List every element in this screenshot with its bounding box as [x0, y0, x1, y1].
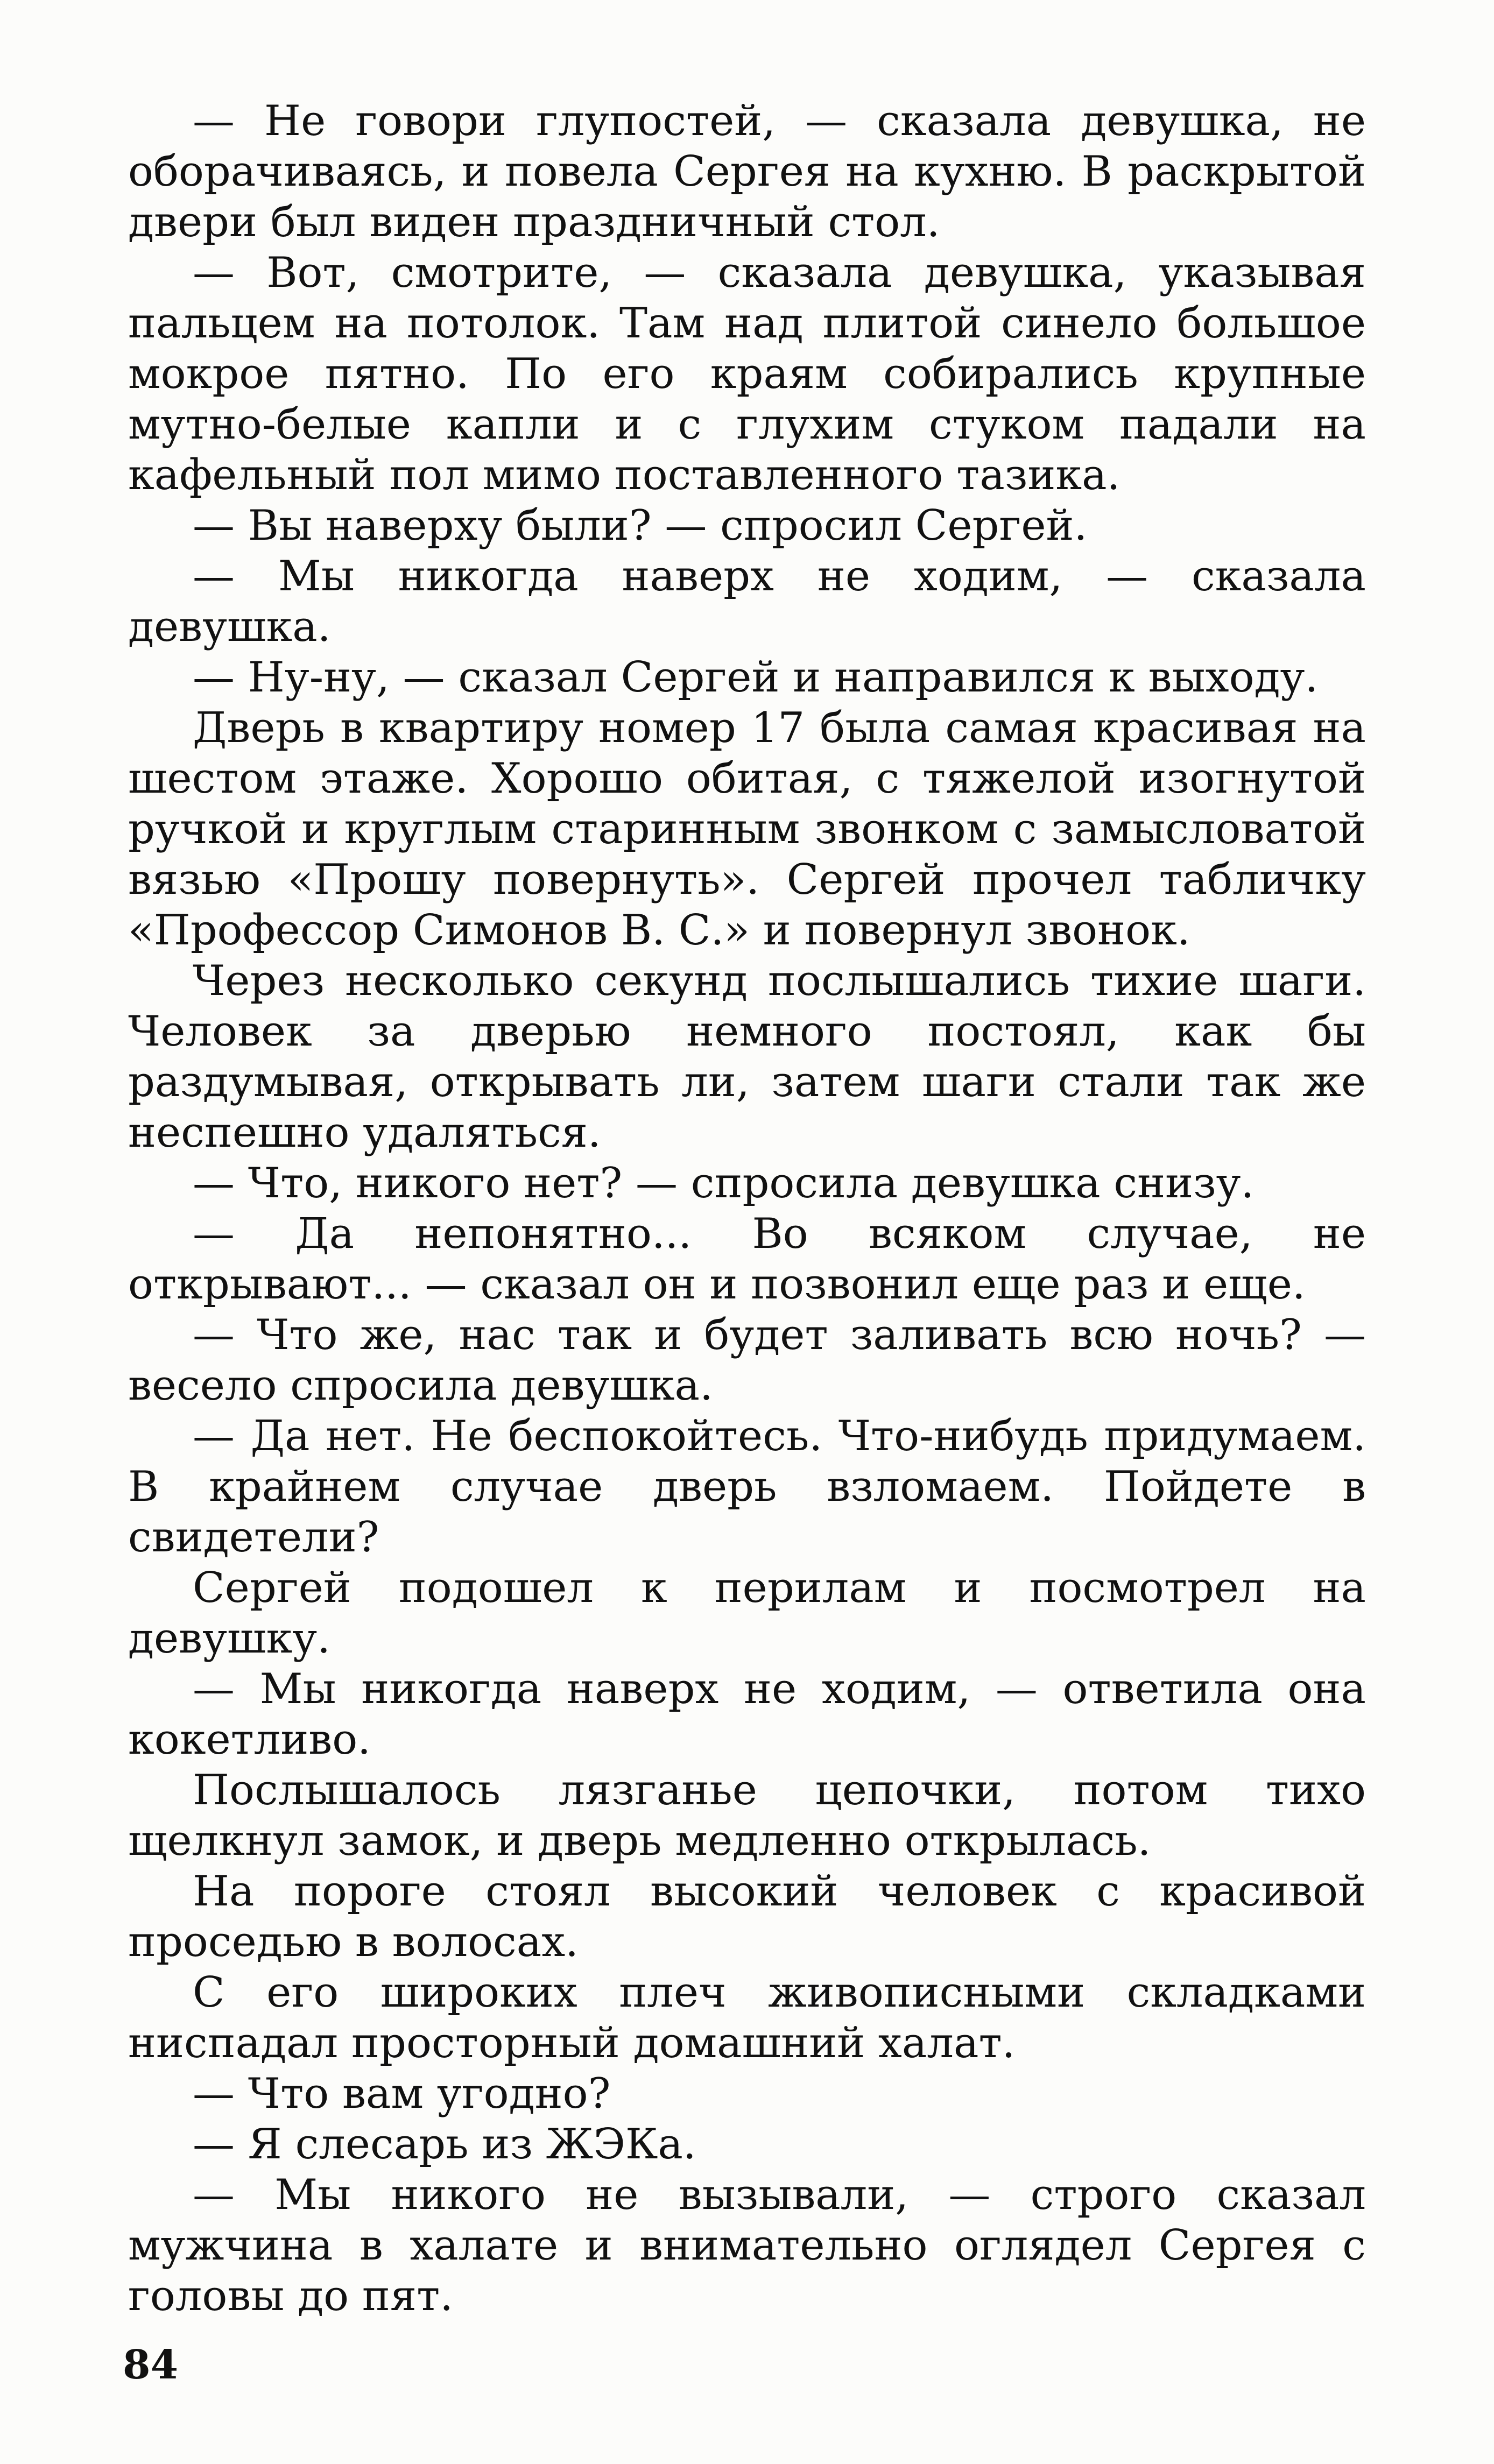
paragraph: — Вы наверху были? — спросил Сергей. — [193, 502, 1088, 550]
page-number: 84 — [123, 2342, 178, 2388]
paragraph: — Что вам угодно? — [193, 2070, 611, 2118]
paragraph: Сергей подошел к перилам и посмотрел на девушку. — [128, 1564, 1366, 1663]
paragraph: — Что, никого нет? — спросила девушка снизу. — [193, 1159, 1255, 1208]
paragraph: — Да нет. Не беспокойтесь. Что-нибудь придумаем. В крайнем случае дверь взломаем. Пойдете в свидетели? — [128, 1412, 1366, 1562]
body-text — [128, 96, 1366, 2321]
paragraph: С его широких плеч живописными складками ниспадал просторный домашний халат. — [128, 1968, 1366, 2067]
paragraph: — Что же, нас так и будет заливать всю ночь? — весело спросила девушка. — [128, 1311, 1366, 1410]
paragraph: На пороге стоял высокий человек с красивой проседью в волосах. — [128, 1867, 1366, 1966]
paragraph: Послышалось лязганье цепочки, потом тихо щелкнул замок, и дверь медленно открылась. — [128, 1766, 1366, 1865]
paragraph: — Мы никогда наверх не ходим, — ответила она кокетливо. — [128, 1665, 1366, 1764]
paragraph: — Я слесарь из ЖЭКа. — [193, 2120, 696, 2169]
paragraph: — Мы никого не вызывали, — строго сказал мужчина в халате и внимательно оглядел Сергея с головы до пят. — [128, 2171, 1366, 2320]
paragraph: — Не говори глупостей, — сказала девушка, не оборачиваясь, и повела Сергея на кухню. В раскрытой двери был виден праздничный стол. — [128, 97, 1366, 246]
paragraph: Через несколько секунд послышались тихие шаги. Человек за дверью немного постоял, как бы раздумывая, открывать ли, затем шаги стали так же неспешно удаляться. — [128, 957, 1366, 1157]
paragraph: — Вот, смотрите, — сказала девушка, указывая пальцем на потолок. Там над плитой синело большое мокрое пятно. По его краям собирались крупные мутно-белые капли и с глухим стуком падали на кафельный пол мимо поставленного тазика. — [128, 249, 1366, 499]
paragraph: — Да непонятно... Во всяком случае, не открывают... — сказал он и позвонил еще раз и еще. — [128, 1210, 1366, 1309]
paragraph: Дверь в квартиру номер 17 была самая красивая на шестом этаже. Хорошо обитая, с тяжелой изогнутой ручкой и круглым старинным звонком с замысловатой вязью «Прошу повернуть». Сергей прочел табличку «Профессор Симонов В. С.» и повернул звонок. — [128, 704, 1366, 955]
paragraph: — Мы никогда наверх не ходим, — сказала девушка. — [128, 552, 1366, 651]
paragraph: — Ну-ну, — сказал Сергей и направился к выходу. — [193, 653, 1319, 702]
